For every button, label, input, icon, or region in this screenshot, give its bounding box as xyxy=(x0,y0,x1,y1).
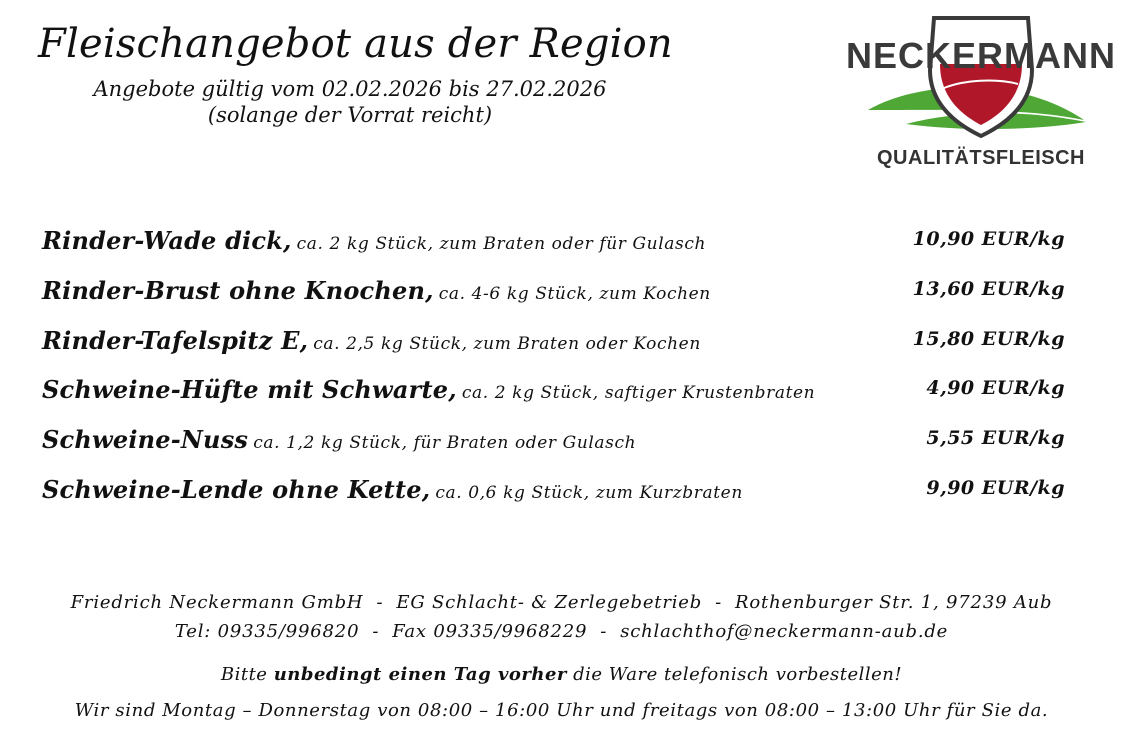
preorder-note xyxy=(0,664,1123,685)
offer-price: 5,55 EUR/kg xyxy=(926,427,1065,449)
offer-description: ca. 2 kg Stück, saftiger Krustenbraten xyxy=(461,383,816,403)
offer-description: ca. 4-6 kg Stück, zum Kochen xyxy=(438,284,711,304)
company-address: Friedrich Neckermann GmbH - EG Schlacht- & Zerlegebetrieb - Rothenburger Str. 1, 97239 Aub xyxy=(70,592,1053,613)
offer-price: 10,90 EUR/kg xyxy=(912,228,1065,250)
page-title: Fleischangebot aus der Region xyxy=(38,21,673,67)
offer-row xyxy=(42,326,1065,360)
offer-description: ca. 2 kg Stück, zum Braten oder für Gulasch xyxy=(296,234,707,254)
offer-name: Rinder-Tafelspitz E, xyxy=(42,326,309,355)
preorder-note-emphasis: unbedingt einen Tag vorher xyxy=(273,664,567,685)
offer-price: 4,90 EUR/kg xyxy=(926,377,1065,399)
offer-row xyxy=(42,226,1065,260)
offer-price: 13,60 EUR/kg xyxy=(912,278,1065,300)
offer-name: Rinder-Wade dick, xyxy=(42,226,292,255)
logo-brand: NECKERMANN xyxy=(846,35,1116,76)
validity-notice xyxy=(30,76,670,128)
opening-hours: Wir sind Montag – Donnerstag von 08:00 – 16:00 Uhr und freitags von 08:00 – 13:00 Uhr für Sie da. xyxy=(74,700,1049,721)
logo-tagline: QUALITÄTSFLEISCH xyxy=(877,147,1085,169)
offer-name: Schweine-Hüfte mit Schwarte, xyxy=(42,375,457,404)
offer-description: ca. 2,5 kg Stück, zum Braten oder Kochen xyxy=(313,334,701,354)
company-contact: Tel: 09335/996820 - Fax 09335/9968229 - schlachthof@neckermann-aub.de xyxy=(174,621,949,642)
offer-row xyxy=(42,475,1065,509)
offer-price: 9,90 EUR/kg xyxy=(926,477,1065,499)
logo-graphic xyxy=(846,12,1116,172)
offer-name: Schweine-Nuss xyxy=(42,425,249,454)
preorder-note-suffix: die Ware telefonisch vorbestellen! xyxy=(566,664,903,685)
offer-row xyxy=(42,425,1065,459)
offer-row xyxy=(42,375,1065,409)
offer-description: ca. 0,6 kg Stück, zum Kurzbraten xyxy=(435,483,743,503)
offer-description: ca. 1,2 kg Stück, für Braten oder Gulasch xyxy=(253,433,637,453)
offer-name: Schweine-Lende ohne Kette, xyxy=(42,475,431,504)
neckermann-logo xyxy=(846,12,1116,172)
preorder-note-prefix: Bitte xyxy=(220,664,274,685)
validity-dates: Angebote gültig vom 02.02.2026 bis 27.02.2026 xyxy=(93,77,607,101)
validity-stock-note: (solange der Vorrat reicht) xyxy=(207,103,493,127)
offer-name: Rinder-Brust ohne Knochen, xyxy=(42,276,434,305)
offer-row xyxy=(42,276,1065,310)
offer-price: 15,80 EUR/kg xyxy=(912,328,1065,350)
